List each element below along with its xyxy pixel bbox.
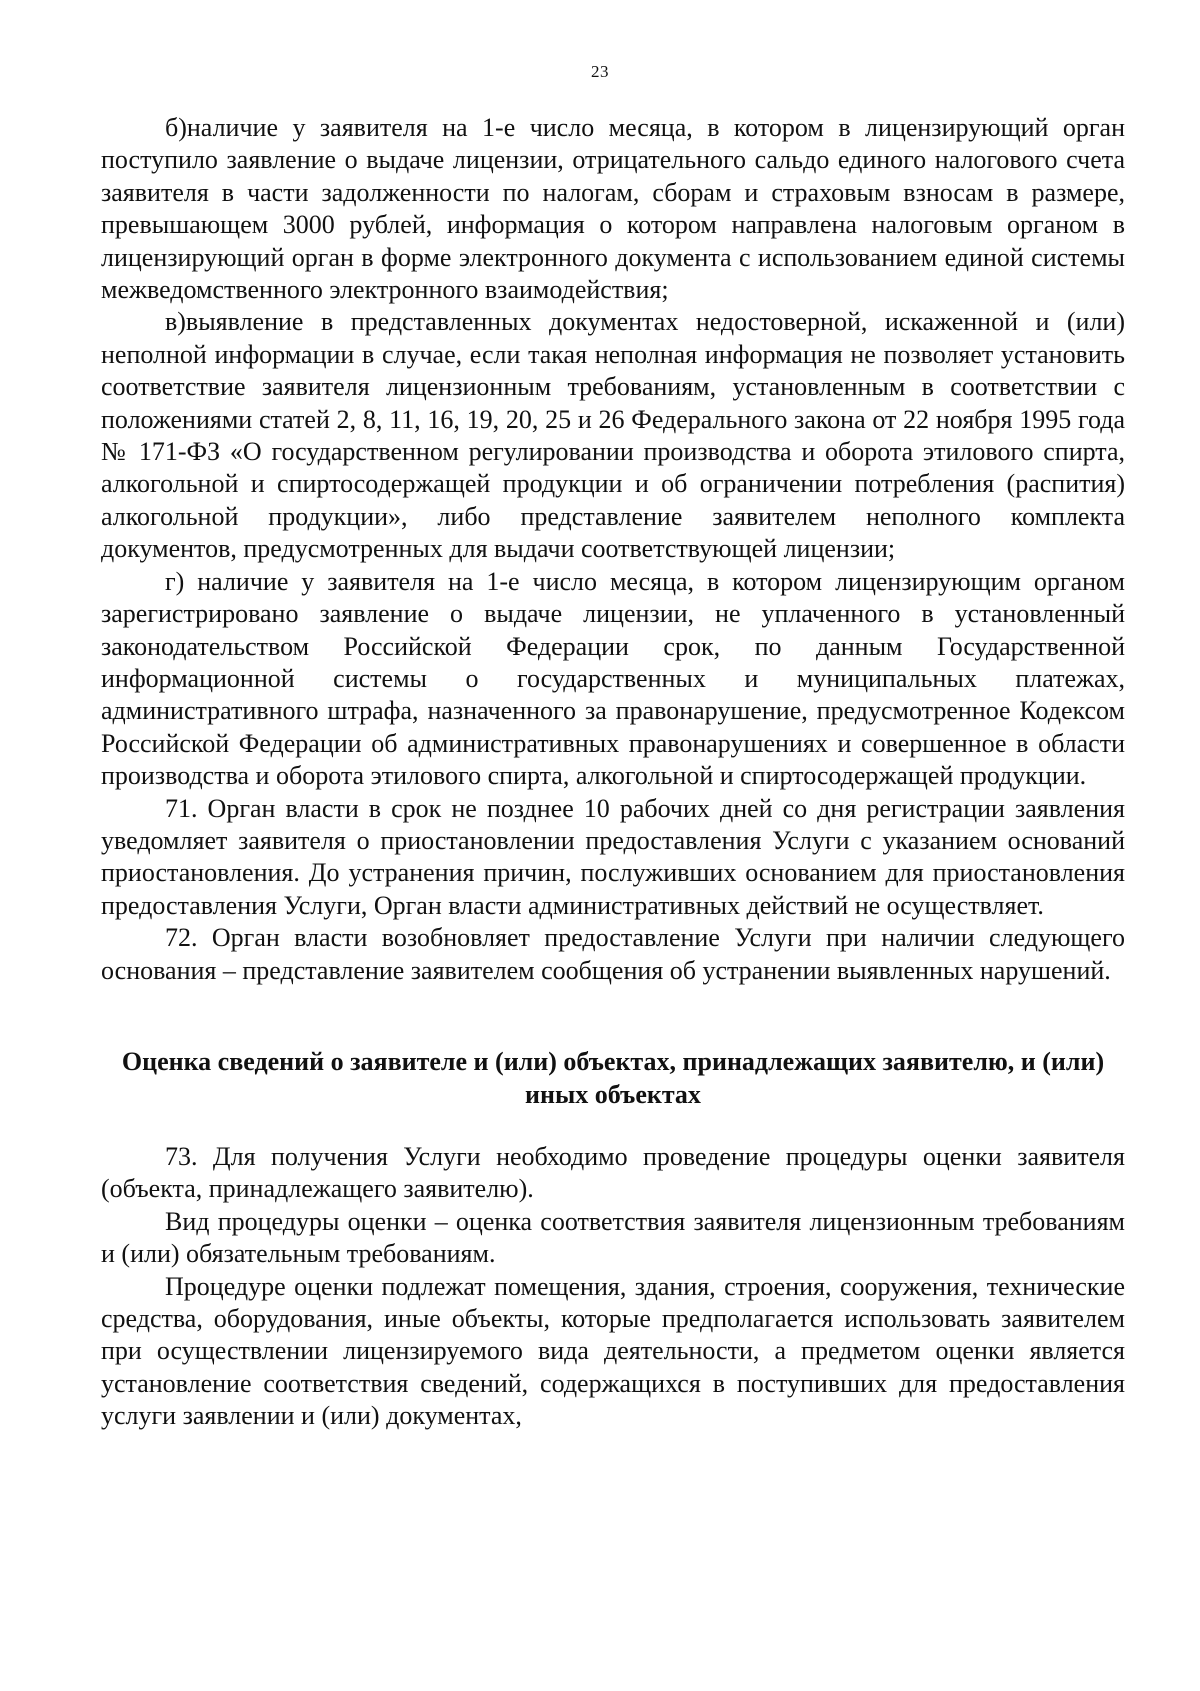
paragraph-assessment-type: Вид процедуры оценки – оценка соответствия заявителя лицензионным требованиям и (или) обязательным требованиям.: [101, 1206, 1125, 1269]
page-number: 23: [591, 62, 609, 81]
paragraph-subitem-g: г) наличие у заявителя на 1-е число месяца, в котором лицензирующим органом зарегистрировано заявление о выдаче лицензии, не уплаченного в установленный законодательством Российской Федерации срок, по данным Государственной информационной системы о государственных и муниципальных платежах, административного штрафа, назначенного за правонарушение, предусмотренное Кодексом Российской Федерации об административных правонарушениях и совершенное в области производства и оборота этилового спирта, алкогольной и спиртосодержащей продукции.: [101, 566, 1125, 791]
section-heading: Оценка сведений о заявителе и (или) объектах, принадлежащих заявителю, и (или) иных объектах: [121, 1046, 1105, 1109]
paragraph-item-72: 72. Орган власти возобновляет предоставление Услуги при наличии следующего основания – представление заявителем сообщения об устранении выявленных нарушений.: [101, 923, 1125, 985]
document-body: [101, 112, 1125, 1433]
paragraph-item-73: 73. Для получения Услуги необходимо проведение процедуры оценки заявителя (объекта, принадлежащего заявителю).: [101, 1141, 1125, 1204]
paragraph-assessment-objects: Процедуре оценки подлежат помещения, здания, строения, сооружения, технические средства, оборудования, иные объекты, которые предполагается использовать заявителем при осуществлении лицензируемого вида деятельности, а предметом оценки является установление соответствия сведений, содержащихся в поступивших для предоставления услуги заявлении и (или) документах,: [101, 1271, 1125, 1431]
paragraph-subitem-v: в)выявление в представленных документах недостоверной, искаженной и (или) неполной информации в случае, если такая неполная информация не позволяет установить соответствие заявителя лицензионным требованиям, установленным в соответствии с положениями статей 2, 8, 11, 16, 19, 20, 25 и 26 Федерального закона от 22 ноября 1995 года № 171-ФЗ «О государственном регулировании производства и оборота этилового спирта, алкогольной и спиртосодержащей продукции и об ограничении потребления (распития) алкогольной продукции», либо представление заявителем неполного комплекта документов, предусмотренных для выдачи соответствующей лицензии;: [101, 307, 1125, 564]
paragraph-item-71: 71. Орган власти в срок не позднее 10 рабочих дней со дня регистрации заявления уведомляет заявителя о приостановлении предоставления Услуги с указанием оснований приостановления. До устранения причин, послуживших основанием для приостановления предоставления Услуги, Орган власти административных действий не осуществляет.: [101, 793, 1125, 920]
paragraph-subitem-b: б)наличие у заявителя на 1-е число месяца, в котором в лицензирующий орган поступило заявление о выдаче лицензии, отрицательного сальдо единого налогового счета заявителя в части задолженности по налогам, сборам и страховым взносам в размере, превышающем 3000 рублей, информация о котором направлена налоговым органом в лицензирующий орган в форме электронного документа с использованием единой системы межведомственного электронного взаимодействия;: [101, 113, 1125, 305]
